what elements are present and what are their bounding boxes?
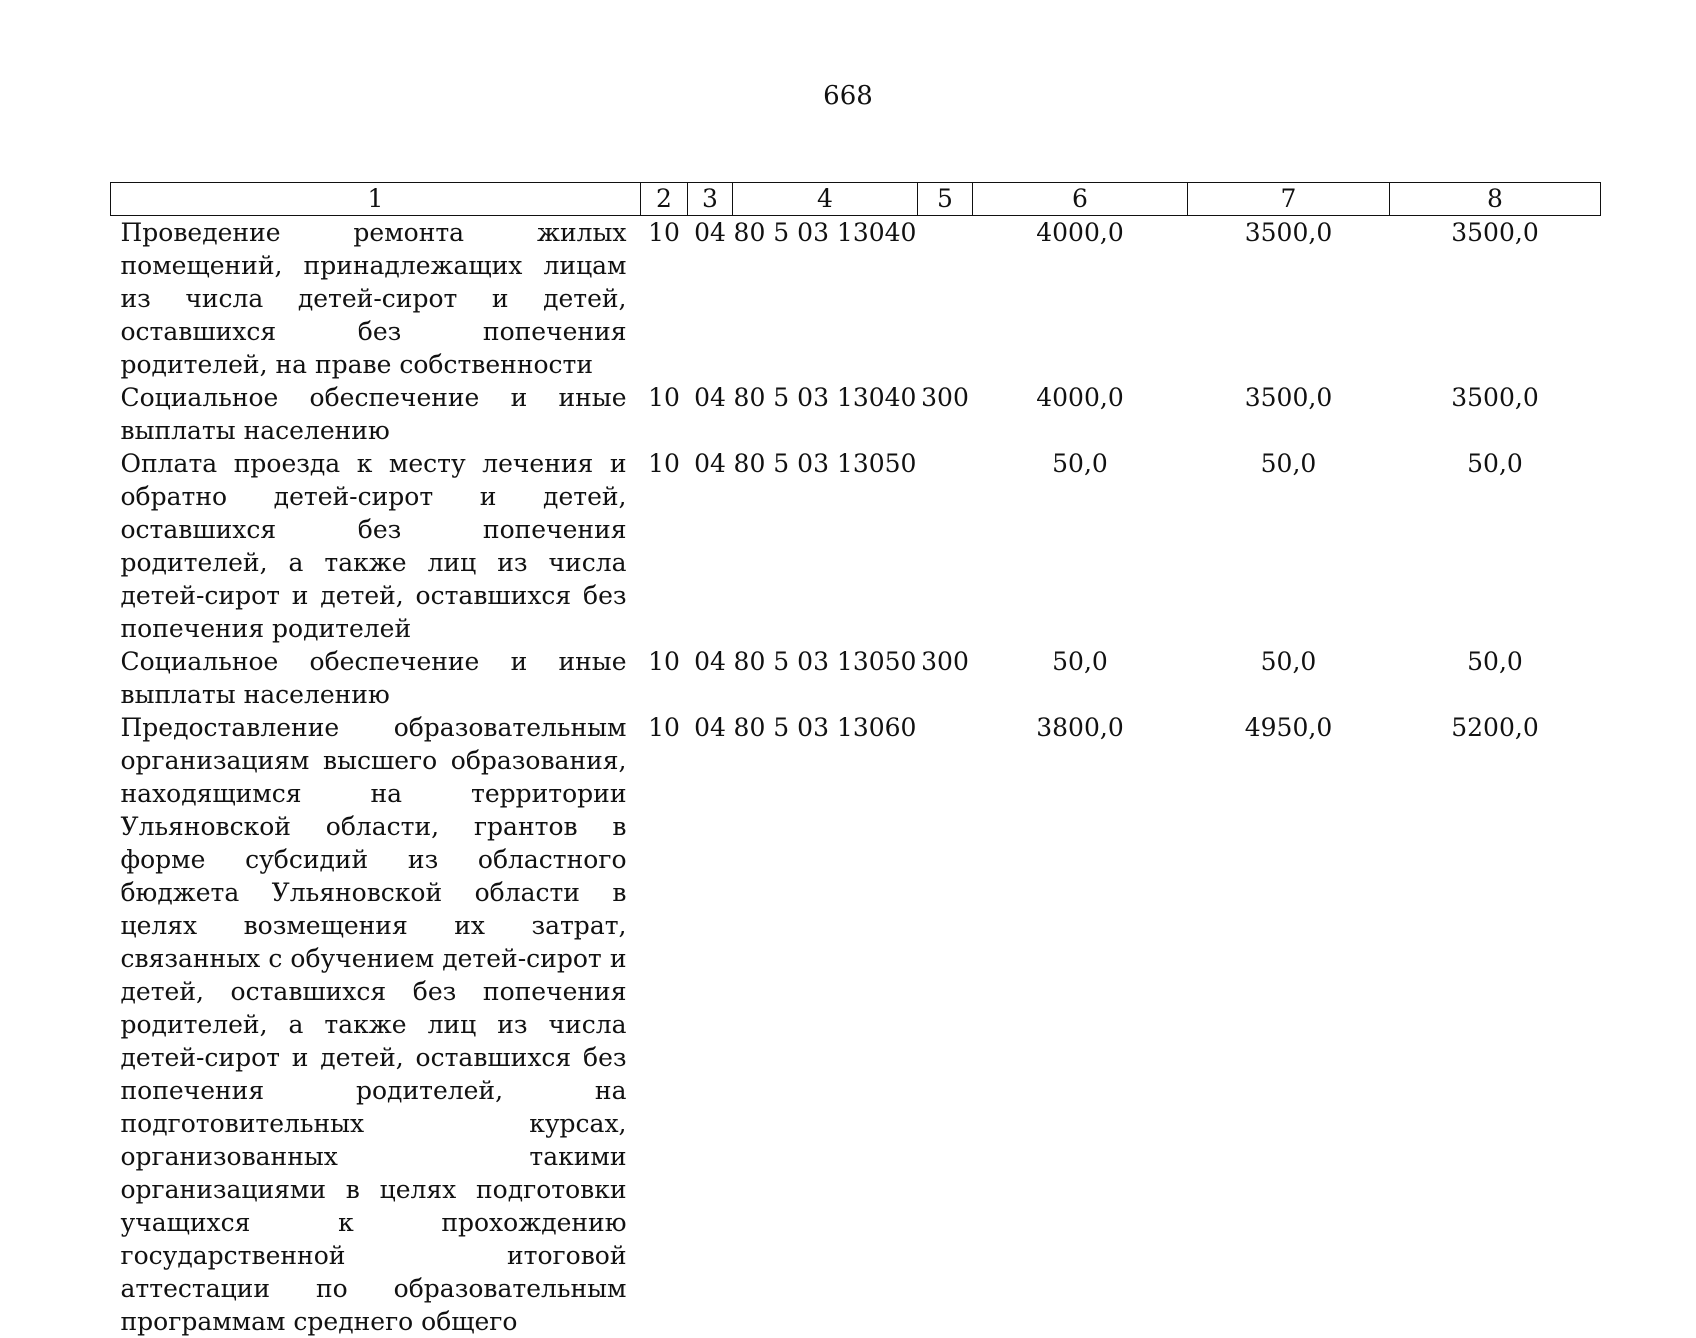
table-row [111, 216, 1601, 382]
target-article-code: 80 5 03 13060 [733, 713, 917, 742]
subsection-code: 04 [694, 713, 726, 742]
column-header: 2 [641, 183, 688, 216]
amount-col6: 4000,0 [1036, 383, 1124, 412]
column-header: 3 [688, 183, 733, 216]
section-code: 10 [648, 383, 680, 412]
target-article-code: 80 5 03 13040 [733, 218, 917, 247]
budget-table [110, 182, 1601, 1338]
column-header: 7 [1188, 183, 1390, 216]
amount-col6: 3800,0 [1036, 713, 1124, 742]
target-article-code: 80 5 03 13040 [733, 383, 917, 412]
subsection-code: 04 [694, 647, 726, 676]
column-header: 6 [973, 183, 1188, 216]
expense-type-code [918, 216, 973, 382]
section-code: 10 [648, 218, 680, 247]
target-article-code: 80 5 03 13050 [733, 449, 917, 478]
subsection-code: 04 [694, 218, 726, 247]
amount-col8: 3500,0 [1451, 383, 1539, 412]
section-code: 10 [648, 647, 680, 676]
expense-type-code: 300 [921, 647, 969, 676]
amount-col8: 3500,0 [1451, 218, 1539, 247]
table-row [111, 711, 1601, 1338]
column-header: 1 [111, 183, 641, 216]
expense-type-code [918, 711, 973, 1338]
amount-col8: 5200,0 [1451, 713, 1539, 742]
amount-col7: 3500,0 [1244, 218, 1333, 247]
amount-col7: 50,0 [1260, 647, 1317, 676]
row-name: Социальное обеспечение и иные выплаты населению [120, 383, 627, 445]
expense-type-code [918, 447, 973, 645]
row-name: Проведение ремонта жилых помещений, принадлежащих лицам из числа детей-сирот и детей, оставшихся без попечения родителей, на праве собственности [120, 218, 627, 379]
subsection-code: 04 [694, 449, 726, 478]
amount-col7: 4950,0 [1244, 713, 1333, 742]
section-code: 10 [648, 449, 680, 478]
amount-col6: 50,0 [1052, 449, 1108, 478]
table-row [111, 645, 1601, 711]
table-header-row [111, 183, 1601, 216]
page-number: 668 [823, 81, 873, 111]
row-name: Социальное обеспечение и иные выплаты населению [120, 647, 627, 709]
amount-col6: 4000,0 [1036, 218, 1124, 247]
row-name: Предоставление образовательным организациям высшего образования, находящимся на территории Ульяновской области, грантов в форме субсидий из областного бюджета Ульяновской области в целях возмещения их затрат, связанных с обучением детей-сирот и детей, оставшихся без попечения родителей, а также лиц из числа детей-сирот и детей, оставшихся без попечения родителей, на подготовительных курсах, организованных такими организациями в целях подготовки учащихся к прохождению государственной итоговой аттестации по образовательным программам среднего общего [120, 713, 627, 1336]
column-header: 8 [1390, 183, 1601, 216]
table-row [111, 381, 1601, 447]
subsection-code: 04 [694, 383, 726, 412]
amount-col8: 50,0 [1467, 449, 1523, 478]
amount-col7: 50,0 [1260, 449, 1317, 478]
column-header: 5 [918, 183, 973, 216]
section-code: 10 [648, 713, 680, 742]
amount-col6: 50,0 [1052, 647, 1108, 676]
expense-type-code: 300 [921, 383, 969, 412]
target-article-code: 80 5 03 13050 [733, 647, 917, 676]
row-name: Оплата проезда к месту лечения и обратно детей-сирот и детей, оставшихся без попечения родителей, а также лиц из числа детей-сирот и детей, оставшихся без попечения родителей [120, 449, 627, 643]
column-header: 4 [733, 183, 918, 216]
amount-col8: 50,0 [1467, 647, 1523, 676]
table-row [111, 447, 1601, 645]
amount-col7: 3500,0 [1244, 383, 1333, 412]
